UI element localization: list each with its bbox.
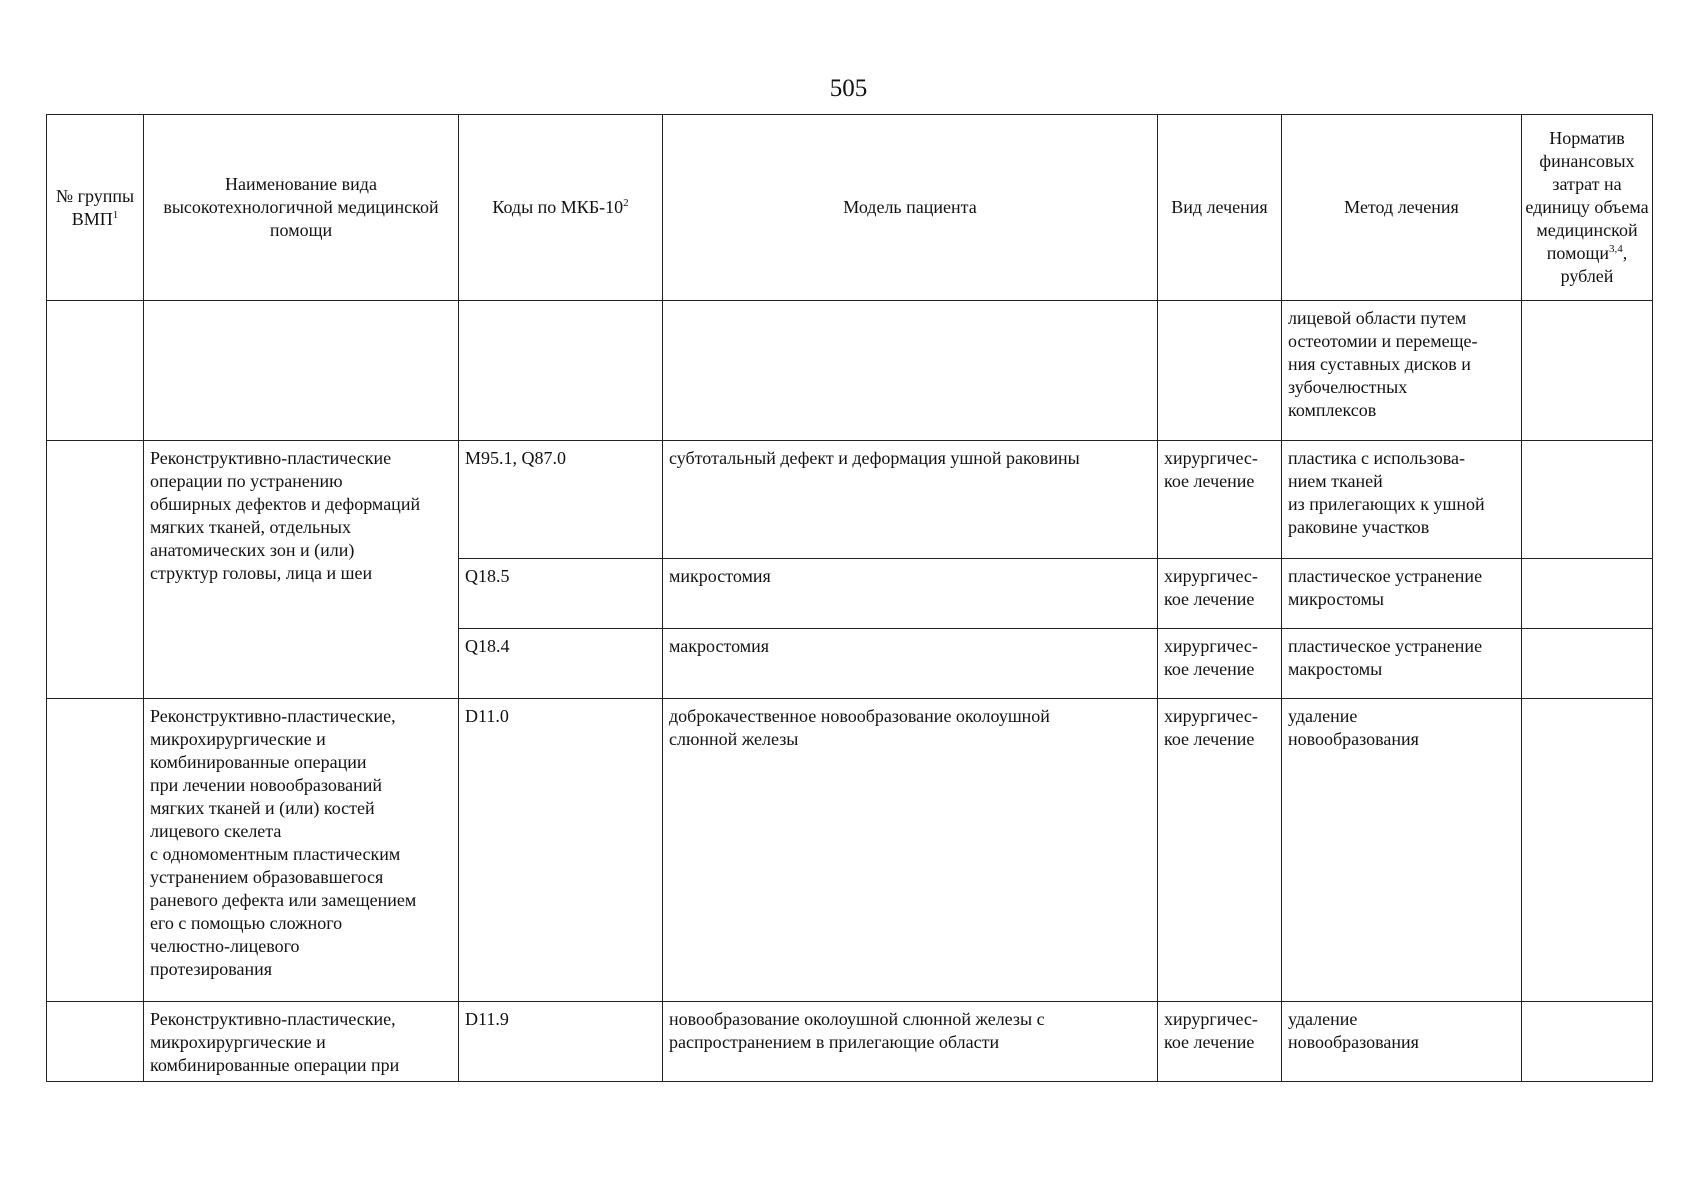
header-patient-model: Модель пациента (663, 115, 1158, 301)
treatment-cell: хирургичес- кое лечение (1158, 699, 1282, 1002)
vmp-table (46, 114, 1653, 1082)
group-cell (47, 1002, 144, 1082)
code-cell: D11.0 (459, 699, 663, 1002)
table-row (47, 699, 1653, 1002)
code-cell: Q18.4 (459, 629, 663, 699)
table-row (47, 301, 1653, 441)
code-cell: D11.9 (459, 1002, 663, 1082)
cost-cell (1522, 301, 1653, 441)
table-row (47, 1002, 1653, 1082)
method-cell: пластическое устранение микростомы (1282, 559, 1522, 629)
page-number: 505 (829, 75, 868, 102)
code-cell (459, 301, 663, 441)
patient-model-cell: новообразование околоушной слюнной железы с распространением в прилегающие области (663, 1002, 1158, 1082)
treatment-cell: хирургичес- кое лечение (1158, 629, 1282, 699)
cost-cell (1522, 629, 1653, 699)
care-type-cell: Реконструктивно-пластические, микрохирургические и комбинированные операции при (144, 1002, 459, 1082)
method-cell: пластика с использова- нием тканей из прилегающих к ушной раковине участков (1282, 441, 1522, 559)
cost-cell (1522, 559, 1653, 629)
code-cell: M95.1, Q87.0 (459, 441, 663, 559)
method-cell: лицевой области путем остеотомии и перемеще- ния суставных дисков и зубочелюстных комплексов (1282, 301, 1522, 441)
header-care-type-name: Наименование вида высокотехнологичной медицинской помощи (144, 115, 459, 301)
treatment-cell: хирургичес- кое лечение (1158, 1002, 1282, 1082)
group-cell (47, 441, 144, 699)
cost-cell (1522, 1002, 1653, 1082)
header-treatment-method: Метод лечения (1282, 115, 1522, 301)
group-cell (47, 699, 144, 1002)
cost-cell (1522, 699, 1653, 1002)
treatment-cell: хирургичес- кое лечение (1158, 559, 1282, 629)
patient-model-cell: доброкачественное новообразование околоушной слюнной железы (663, 699, 1158, 1002)
cost-cell (1522, 441, 1653, 559)
patient-model-cell (663, 301, 1158, 441)
header-group-number: № группы ВМП$^1$ (47, 115, 144, 301)
treatment-cell (1158, 301, 1282, 441)
method-cell: удаление новообразования (1282, 699, 1522, 1002)
patient-model-cell: макростомия (663, 629, 1158, 699)
care-type-cell (144, 301, 459, 441)
group-cell (47, 301, 144, 441)
method-cell: пластическое устранение макростомы (1282, 629, 1522, 699)
patient-model-cell: субтотальный дефект и деформация ушной раковины (663, 441, 1158, 559)
header-cost-standard: Норматив финансовых затрат на единицу объема медицинской помощи$^{3,4}$, рублей (1522, 115, 1653, 301)
header-treatment-type: Вид лечения (1158, 115, 1282, 301)
patient-model-cell: микростомия (663, 559, 1158, 629)
care-type-cell: Реконструктивно-пластические операции по устранению обширных дефектов и деформаций мягких тканей, отдельных анатомических зон и (или) структур головы, лица и шеи (144, 441, 459, 699)
header-icd10-codes: Коды по МКБ-$10^2$ (459, 115, 663, 301)
treatment-cell: хирургичес- кое лечение (1158, 441, 1282, 559)
care-type-cell: Реконструктивно-пластические, микрохирургические и комбинированные операции при лечении новообразований мягких тканей и (или) костей лицевого скелета с одномоментным пластическим устранением образовавшегося раневого дефекта или замещением его с помощью сложного челюстно-лицевого протезирования (144, 699, 459, 1002)
header-row (47, 115, 1653, 301)
code-cell: Q18.5 (459, 559, 663, 629)
method-cell: удаление новообразования (1282, 1002, 1522, 1082)
table-row (47, 441, 1653, 559)
